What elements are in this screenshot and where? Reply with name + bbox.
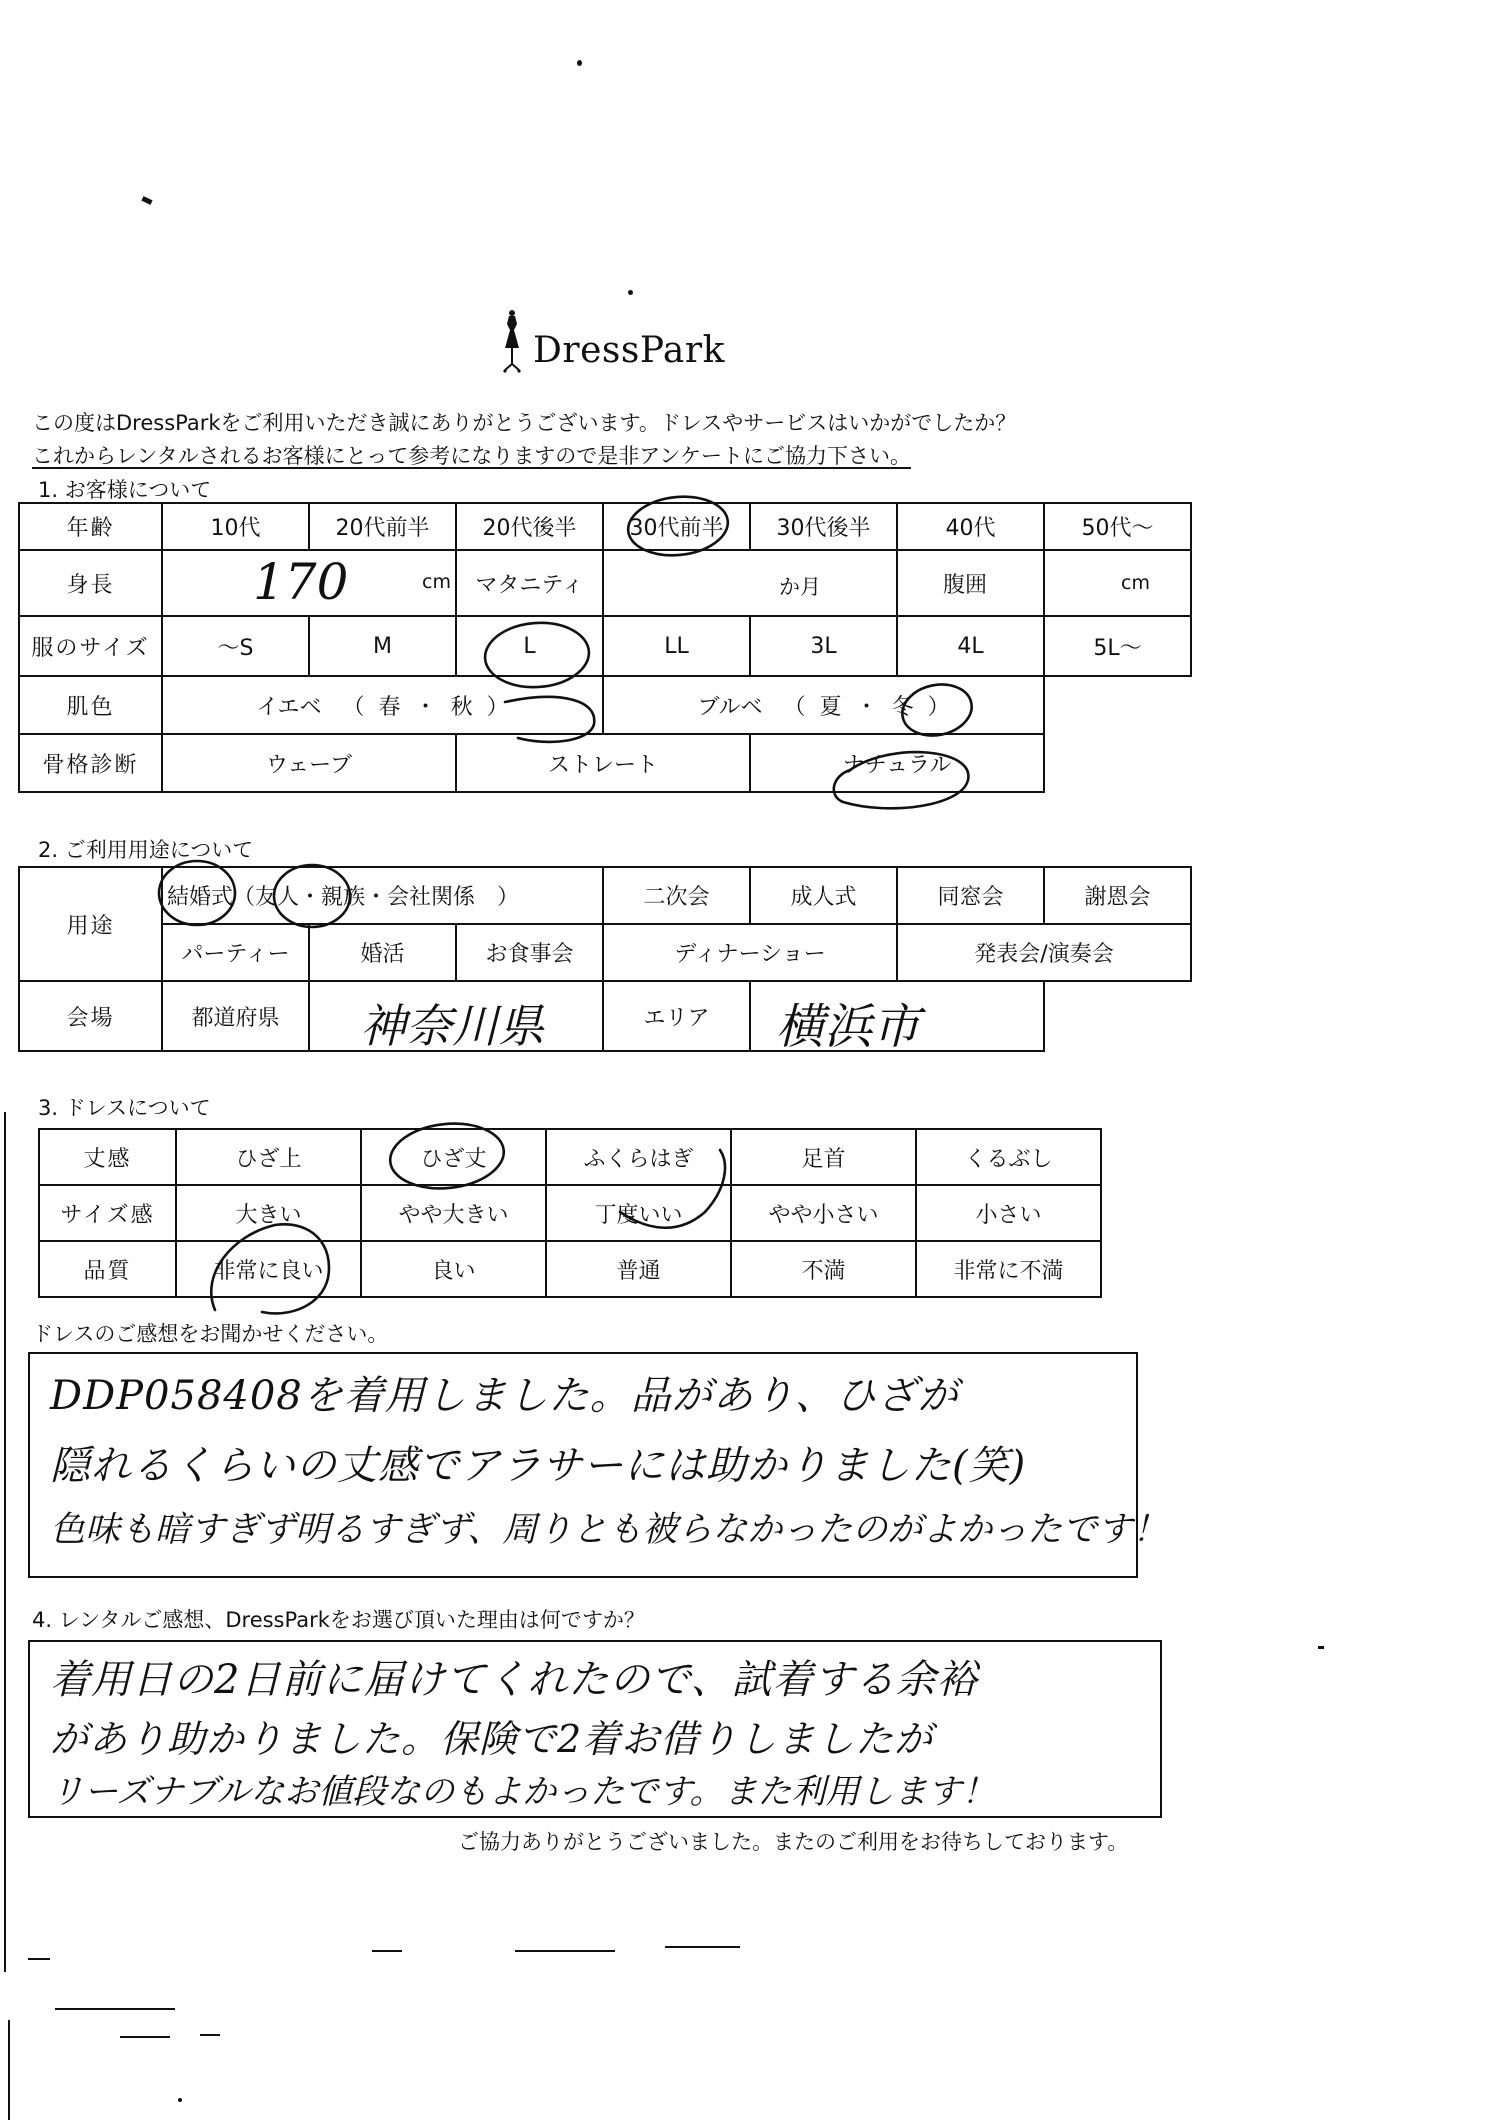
dress-table: [38, 1128, 1102, 1298]
belly-unit[interactable]: cm: [1044, 550, 1191, 616]
spring-option[interactable]: 春: [378, 694, 401, 720]
dress-comment-line: 色味も暗すぎず明るすぎず、周りとも被らなかったのがよかったです！: [50, 1510, 1168, 1550]
height-value: 170: [253, 553, 349, 611]
dress-comment-prompt: ドレスのご感想をお聞かせください。: [32, 1322, 389, 1346]
size-option[interactable]: 4L: [897, 616, 1044, 676]
purpose-option[interactable]: 婚活: [309, 924, 456, 981]
blue-base-cell[interactable]: [603, 676, 1044, 734]
winter-option-selected[interactable]: 冬: [891, 694, 914, 720]
section-3-title: 3. ドレスについて: [38, 1096, 211, 1120]
age-option[interactable]: 30代後半: [750, 503, 897, 550]
fit-option[interactable]: 大きい: [176, 1185, 361, 1241]
maternity-label: マタニティ: [456, 550, 603, 616]
section-4-title: 4. レンタルご感想、DressParkをお選び頂いた理由は何ですか？: [32, 1608, 645, 1632]
close-paren: ）: [927, 694, 950, 720]
yellow-base-cell[interactable]: [162, 676, 603, 734]
separator-dot: ・: [855, 694, 878, 720]
fit-option[interactable]: 小さい: [916, 1185, 1101, 1241]
scan-speck: [178, 2098, 182, 2102]
purpose-option[interactable]: 同窓会: [897, 867, 1044, 924]
reason-comment-line: があり助かりました。保険で2着お借りしましたが: [50, 1717, 934, 1761]
scan-speck: [628, 290, 633, 295]
size-option[interactable]: 3L: [750, 616, 897, 676]
autumn-option[interactable]: 秋: [450, 694, 473, 720]
area-field[interactable]: [750, 981, 1044, 1051]
margin-line: [8, 2020, 10, 2120]
length-option-selected[interactable]: ひざ丈: [361, 1129, 546, 1185]
summer-option[interactable]: 夏: [819, 694, 842, 720]
frame-label: 骨格診断: [19, 734, 162, 792]
size-label: 服のサイズ: [19, 616, 162, 676]
purpose-label: 用途: [19, 867, 162, 981]
customer-info-table: [18, 502, 1192, 793]
purpose-option[interactable]: 謝恩会: [1044, 867, 1191, 924]
age-option[interactable]: 10代: [162, 503, 309, 550]
scan-dash: [28, 1958, 50, 1960]
intro-line-2: これからレンタルされるお客様にとって参考になりますので是非アンケートにご協力下さい。: [32, 444, 911, 468]
fit-option-selected[interactable]: 丁度いい: [546, 1185, 731, 1241]
purpose-option[interactable]: お食事会: [456, 924, 603, 981]
size-option-selected[interactable]: L: [456, 616, 603, 676]
belly-label: 腹囲: [897, 550, 1044, 616]
intro-line-1: この度はDressParkをご利用いただき誠にありがとうございます。ドレスやサービスはいかがでしたか？: [32, 411, 1017, 435]
age-option[interactable]: 40代: [897, 503, 1044, 550]
quality-label: 品質: [39, 1241, 176, 1297]
scan-speck: [141, 196, 152, 205]
skin-label: 肌色: [19, 676, 162, 734]
reason-comment-box[interactable]: [28, 1640, 1162, 1818]
size-option[interactable]: ～S: [162, 616, 309, 676]
wedding-option-selected[interactable]: 結婚式（: [167, 885, 256, 910]
age-option[interactable]: 20代後半: [456, 503, 603, 550]
length-option[interactable]: ふくらはぎ: [546, 1129, 731, 1185]
quality-option[interactable]: 良い: [361, 1241, 546, 1297]
fit-option[interactable]: やや大きい: [361, 1185, 546, 1241]
age-option-selected[interactable]: 30代前半: [603, 503, 750, 550]
yellow-base-label: イエベ: [256, 694, 322, 720]
frame-option[interactable]: ウェーブ: [162, 734, 456, 792]
blue-base-label: ブルベ: [697, 694, 763, 720]
length-option[interactable]: くるぶし: [916, 1129, 1101, 1185]
purpose-option[interactable]: 発表会/演奏会: [897, 924, 1191, 981]
fit-label: サイズ感: [39, 1185, 176, 1241]
length-option[interactable]: ひざ上: [176, 1129, 361, 1185]
age-option[interactable]: 20代前半: [309, 503, 456, 550]
height-cell[interactable]: [162, 550, 456, 616]
maternity-cell[interactable]: [603, 550, 897, 616]
scan-dash: [372, 1950, 402, 1952]
age-label: 年齢: [19, 503, 162, 550]
purpose-option[interactable]: パーティー: [162, 924, 309, 981]
usage-table: [18, 866, 1192, 1052]
section-2-title: 2. ご利用用途について: [38, 838, 254, 862]
scan-speck: [577, 60, 582, 66]
length-option[interactable]: 足首: [731, 1129, 916, 1185]
frame-option[interactable]: ストレート: [456, 734, 750, 792]
close-paren: ）: [486, 694, 509, 720]
scan-dash: [120, 2036, 170, 2038]
dress-form-icon: [495, 308, 529, 378]
reason-comment-line: リーズナブルなお値段なのもよかったです。また利用します！: [50, 1772, 996, 1812]
months-unit: か月: [779, 575, 821, 599]
purpose-option[interactable]: ディナーショー: [603, 924, 897, 981]
area-label: エリア: [603, 981, 750, 1051]
closing-message: ご協力ありがとうございました。またのご利用をお待ちしております。: [458, 1830, 1129, 1854]
open-paren: （: [342, 694, 365, 720]
margin-line: [4, 1112, 6, 1972]
scan-dash: [665, 1946, 740, 1948]
quality-option[interactable]: 非常に不満: [916, 1241, 1101, 1297]
wedding-cell[interactable]: [162, 867, 603, 924]
family-company-options[interactable]: ・親族・会社関係 ）: [299, 885, 520, 910]
fit-option[interactable]: やや小さい: [731, 1185, 916, 1241]
brand-name: DressPark: [533, 330, 725, 371]
size-option[interactable]: 5L～: [1044, 616, 1191, 676]
scan-dash: [55, 2008, 175, 2010]
prefecture-value: 神奈川県: [360, 999, 544, 1051]
friend-option-selected[interactable]: 友人: [255, 885, 300, 910]
dress-comment-line: 隠れるくらいの丈感でアラサーには助かりました(笑): [50, 1443, 1027, 1489]
age-option[interactable]: 50代～: [1044, 503, 1191, 550]
reason-comment-line: 着用日の2日前に届けてくれたので、試着する余裕: [50, 1657, 978, 1703]
height-unit: cm: [422, 571, 451, 593]
section-1-title: 1. お客様について: [38, 478, 212, 502]
venue-label: 会場: [19, 981, 162, 1051]
dresspark-logo: [495, 308, 755, 378]
scan-dash: [515, 1950, 615, 1952]
purpose-option[interactable]: 成人式: [750, 867, 897, 924]
prefecture-field[interactable]: [309, 981, 603, 1051]
quality-option[interactable]: 不満: [731, 1241, 916, 1297]
frame-option-selected[interactable]: ナチュラル: [750, 734, 1044, 792]
quality-option[interactable]: 普通: [546, 1241, 731, 1297]
separator-dot: ・: [414, 694, 437, 720]
dress-comment-box[interactable]: [28, 1352, 1168, 1578]
blank-cell: [1044, 676, 1191, 734]
size-option[interactable]: LL: [603, 616, 750, 676]
blank-cell: [1044, 734, 1191, 792]
size-option[interactable]: M: [309, 616, 456, 676]
height-label: 身長: [19, 550, 162, 616]
blank-cell: [1044, 981, 1191, 1051]
area-value: 横浜市: [776, 999, 921, 1051]
quality-option-selected[interactable]: 非常に良い: [176, 1241, 361, 1297]
scan-speck: [1318, 1646, 1324, 1649]
open-paren: （: [783, 694, 806, 720]
prefecture-label: 都道府県: [162, 981, 309, 1051]
dress-comment-line: DDP058408を着用しました。品があり、ひざが: [50, 1373, 959, 1419]
scan-dash: [200, 2034, 220, 2036]
purpose-option[interactable]: 二次会: [603, 867, 750, 924]
length-label: 丈感: [39, 1129, 176, 1185]
